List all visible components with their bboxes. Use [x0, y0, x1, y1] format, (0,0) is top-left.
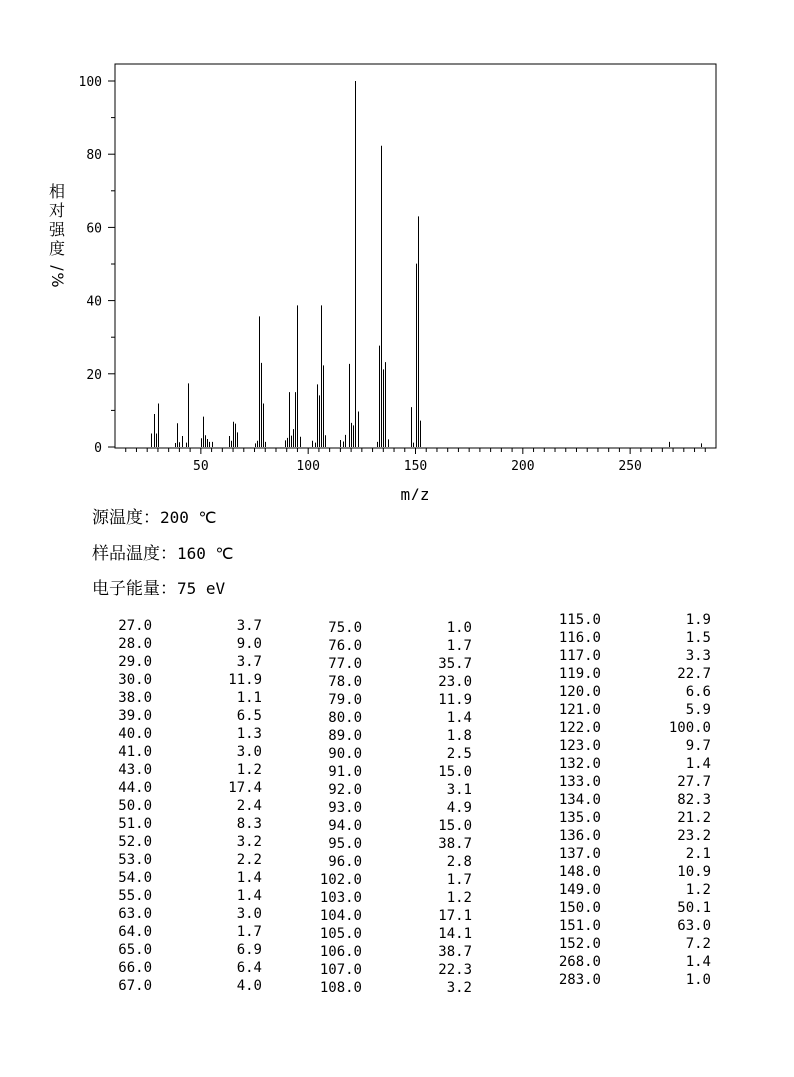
- peak-intensity: 2.8: [446, 854, 472, 870]
- peak-intensity: 1.1: [236, 690, 262, 706]
- peak-table-row: [112, 815, 262, 833]
- sample-temperature: [92, 539, 234, 564]
- peak-table-row: [558, 773, 711, 791]
- peak-intensity: 1.8: [446, 728, 472, 744]
- peak-table-row: [319, 871, 472, 889]
- peak-mz: 93.0: [328, 800, 362, 816]
- peak-intensity: 21.2: [677, 810, 711, 826]
- peak-table-row: [112, 725, 262, 743]
- peak-table-column-2: [319, 619, 472, 997]
- peak-intensity: 8.3: [236, 816, 262, 832]
- y-axis-label-char: %: [48, 272, 67, 288]
- peak-intensity: 2.2: [236, 852, 262, 868]
- peak-table-row: [112, 707, 262, 725]
- peak-table-row: [322, 727, 472, 745]
- peak-table-row: [319, 889, 472, 907]
- peak-intensity: 1.0: [446, 620, 472, 636]
- peak-intensity: 22.3: [438, 962, 472, 978]
- y-axis-label-char: 对: [48, 201, 66, 220]
- x-tick-label: 100: [296, 459, 320, 474]
- peak-intensity: 6.9: [236, 942, 262, 958]
- peak-table-row: [558, 611, 711, 629]
- peak-mz: 67.0: [118, 978, 152, 994]
- peak-mz: 79.0: [328, 692, 362, 708]
- peak-table-row: [112, 689, 262, 707]
- peak-mz: 52.0: [118, 834, 152, 850]
- peak-intensity: 1.9: [685, 612, 711, 628]
- peak-mz: 27.0: [118, 618, 152, 634]
- source-temperature-value: 200 ℃: [160, 508, 217, 527]
- peak-intensity: 1.4: [236, 888, 262, 904]
- peak-intensity: 3.1: [446, 782, 472, 798]
- peak-table-row: [112, 905, 262, 923]
- peak-intensity: 17.4: [228, 780, 262, 796]
- peak-intensity: 3.3: [685, 648, 711, 664]
- peak-mz: 90.0: [328, 746, 362, 762]
- peak-mz: 121.0: [558, 702, 601, 718]
- peak-table-row: [322, 637, 472, 655]
- peak-intensity: 3.7: [236, 618, 262, 634]
- peak-intensity: 1.2: [446, 890, 472, 906]
- peak-table-row: [112, 923, 262, 941]
- peak-table-row: [322, 619, 472, 637]
- y-tick-label: 100: [78, 75, 102, 90]
- y-axis-label-char: 强: [48, 220, 66, 239]
- peak-table-row: [322, 691, 472, 709]
- mass-spectrum-chart: [0, 0, 794, 500]
- peak-mz: 41.0: [118, 744, 152, 760]
- peak-intensity: 100.0: [668, 720, 711, 736]
- peak-mz: 77.0: [328, 656, 362, 672]
- peak-mz: 151.0: [558, 918, 601, 934]
- peak-mz: 150.0: [558, 900, 601, 916]
- peak-intensity: 38.7: [438, 836, 472, 852]
- peak-table-row: [112, 635, 262, 653]
- y-tick-label: 60: [86, 221, 102, 237]
- peak-mz: 149.0: [558, 882, 601, 898]
- peak-table-row: [558, 899, 711, 917]
- peak-mz: 119.0: [558, 666, 601, 682]
- peak-mz: 54.0: [118, 870, 152, 886]
- peak-mz: 268.0: [558, 954, 601, 970]
- peak-intensity: 2.4: [236, 798, 262, 814]
- peak-mz: 65.0: [118, 942, 152, 958]
- source-temperature: [92, 503, 217, 528]
- peak-intensity: 82.3: [677, 792, 711, 808]
- peak-intensity: 3.2: [446, 980, 472, 996]
- peak-table-row: [558, 971, 711, 989]
- peak-mz: 40.0: [118, 726, 152, 742]
- peak-mz: 78.0: [328, 674, 362, 690]
- peak-intensity: 1.4: [446, 710, 472, 726]
- peak-mz: 92.0: [328, 782, 362, 798]
- peak-intensity: 15.0: [438, 818, 472, 834]
- peak-table-row: [558, 881, 711, 899]
- x-tick-label: 50: [193, 459, 209, 474]
- peak-intensity: 9.0: [236, 636, 262, 652]
- y-axis-label-char: 度: [48, 239, 66, 258]
- peak-intensity: 1.4: [685, 954, 711, 970]
- peak-intensity: 1.0: [685, 972, 711, 988]
- peak-table-row: [558, 917, 711, 935]
- peak-intensity: 6.6: [685, 684, 711, 700]
- peak-mz: 63.0: [118, 906, 152, 922]
- peak-mz: 105.0: [319, 926, 362, 942]
- y-tick-label: 20: [86, 367, 102, 383]
- y-axis-label-char: /: [48, 265, 67, 271]
- peak-table-row: [112, 887, 262, 905]
- peak-intensity: 1.5: [685, 630, 711, 646]
- peak-mz: 152.0: [558, 936, 601, 952]
- peak-intensity: 63.0: [677, 918, 711, 934]
- peak-table-row: [558, 809, 711, 827]
- peak-table-row: [322, 709, 472, 727]
- peak-mz: 43.0: [118, 762, 152, 778]
- peak-mz: 76.0: [328, 638, 362, 654]
- peak-table-row: [558, 665, 711, 683]
- peak-mz: 132.0: [558, 756, 601, 772]
- peak-table-row: [112, 941, 262, 959]
- peak-mz: 29.0: [118, 654, 152, 670]
- peak-table-row: [112, 671, 262, 689]
- peak-table-row: [322, 655, 472, 673]
- peak-mz: 96.0: [328, 854, 362, 870]
- peak-intensity: 27.7: [677, 774, 711, 790]
- peak-mz: 28.0: [118, 636, 152, 652]
- peak-table-row: [319, 925, 472, 943]
- peak-mz: 107.0: [319, 962, 362, 978]
- peak-mz: 120.0: [558, 684, 601, 700]
- peak-mz: 75.0: [328, 620, 362, 636]
- peak-intensity: 22.7: [677, 666, 711, 682]
- peak-table-row: [558, 647, 711, 665]
- peak-mz: 64.0: [118, 924, 152, 940]
- peak-table-row: [558, 683, 711, 701]
- peak-table-row: [319, 979, 472, 997]
- peak-intensity: 10.9: [677, 864, 711, 880]
- x-tick-label: 250: [618, 459, 642, 474]
- peak-table-row: [558, 737, 711, 755]
- peak-intensity: 2.1: [685, 846, 711, 862]
- peak-mz: 106.0: [319, 944, 362, 960]
- peak-mz: 50.0: [118, 798, 152, 814]
- y-tick-label: 0: [94, 441, 102, 456]
- peak-intensity: 14.1: [438, 926, 472, 942]
- peak-mz: 115.0: [558, 612, 601, 628]
- peak-mz: 134.0: [558, 792, 601, 808]
- plot-frame: [115, 64, 716, 448]
- peak-table-column-1: [112, 617, 262, 995]
- peak-mz: 103.0: [319, 890, 362, 906]
- peak-intensity: 15.0: [438, 764, 472, 780]
- peak-mz: 44.0: [118, 780, 152, 796]
- y-axis-label: [48, 182, 67, 288]
- peak-table-row: [319, 907, 472, 925]
- peak-table-row: [322, 763, 472, 781]
- peak-intensity: 38.7: [438, 944, 472, 960]
- peak-intensity: 11.9: [228, 672, 262, 688]
- peak-table-row: [112, 869, 262, 887]
- peak-mz: 123.0: [558, 738, 601, 754]
- peak-table-row: [112, 743, 262, 761]
- peak-mz: 104.0: [319, 908, 362, 924]
- peak-intensity: 1.4: [236, 870, 262, 886]
- peak-intensity: 1.4: [685, 756, 711, 772]
- peak-intensity: 35.7: [438, 656, 472, 672]
- peak-mz: 108.0: [319, 980, 362, 996]
- peak-table-row: [112, 977, 262, 995]
- peak-intensity: 17.1: [438, 908, 472, 924]
- y-tick-label: 80: [86, 148, 102, 164]
- peak-mz: 133.0: [558, 774, 601, 790]
- axes: [79, 75, 706, 474]
- sample-temperature-label: 样品温度：: [92, 544, 177, 564]
- peak-mz: 117.0: [558, 648, 601, 664]
- peak-table-row: [558, 755, 711, 773]
- peak-table-row: [112, 797, 262, 815]
- peak-table-row: [322, 835, 472, 853]
- peak-table-row: [558, 863, 711, 881]
- peak-intensity: 23.0: [438, 674, 472, 690]
- peak-intensity: 9.7: [685, 738, 711, 754]
- x-tick-label: 150: [403, 459, 428, 474]
- peak-intensity: 23.2: [677, 828, 711, 844]
- peak-mz: 116.0: [558, 630, 601, 646]
- peak-table-row: [558, 791, 711, 809]
- peak-table-row: [112, 779, 262, 797]
- peak-table-row: [322, 673, 472, 691]
- peak-table-row: [322, 799, 472, 817]
- peak-table-row: [322, 817, 472, 835]
- peak-intensity: 3.0: [236, 906, 262, 922]
- peak-intensity: 3.7: [236, 654, 262, 670]
- y-axis-label-char: 相: [48, 182, 66, 201]
- peak-intensity: 1.2: [236, 762, 262, 778]
- peak-table-row: [112, 761, 262, 779]
- peak-intensity: 4.0: [236, 978, 262, 994]
- peak-mz: 53.0: [118, 852, 152, 868]
- peak-mz: 137.0: [558, 846, 601, 862]
- peak-mz: 148.0: [558, 864, 601, 880]
- peak-table-row: [112, 653, 262, 671]
- peak-mz: 91.0: [328, 764, 362, 780]
- peak-intensity: 3.2: [236, 834, 262, 850]
- peak-mz: 55.0: [118, 888, 152, 904]
- electron-energy-value: 75 eV: [177, 579, 226, 598]
- source-temperature-label: 源温度：: [92, 508, 160, 528]
- peak-mz: 95.0: [328, 836, 362, 852]
- peak-mz: 122.0: [558, 720, 601, 736]
- peak-table-row: [319, 961, 472, 979]
- peak-intensity: 3.0: [236, 744, 262, 760]
- peak-intensity: 50.1: [677, 900, 711, 916]
- peak-table-row: [558, 827, 711, 845]
- x-tick-label: 200: [511, 459, 535, 474]
- peak-bars: [152, 81, 702, 447]
- y-tick-label: 40: [86, 294, 102, 310]
- peak-table-row: [112, 617, 262, 635]
- peak-mz: 80.0: [328, 710, 362, 726]
- peak-intensity: 6.4: [236, 960, 262, 976]
- peak-intensity: 6.5: [236, 708, 262, 724]
- peak-intensity: 4.9: [446, 800, 472, 816]
- peak-intensity: 11.9: [438, 692, 472, 708]
- peak-mz: 38.0: [118, 690, 152, 706]
- sample-temperature-value: 160 ℃: [177, 544, 234, 563]
- peak-table-row: [112, 833, 262, 851]
- peak-mz: 135.0: [558, 810, 601, 826]
- peak-mz: 136.0: [558, 828, 601, 844]
- peak-mz: 102.0: [319, 872, 362, 888]
- peak-intensity: 1.2: [685, 882, 711, 898]
- peak-mz: 66.0: [118, 960, 152, 976]
- peak-mz: 30.0: [118, 672, 152, 688]
- peak-table-row: [322, 853, 472, 871]
- peak-table-column-3: [558, 611, 711, 989]
- peak-intensity: 2.5: [446, 746, 472, 762]
- peak-mz: 39.0: [118, 708, 152, 724]
- peak-mz: 89.0: [328, 728, 362, 744]
- peak-table-row: [558, 701, 711, 719]
- peak-mz: 94.0: [328, 818, 362, 834]
- peak-table-row: [558, 935, 711, 953]
- peak-intensity: 1.3: [236, 726, 262, 742]
- peak-table-row: [112, 959, 262, 977]
- electron-energy: [92, 574, 225, 599]
- peak-table-row: [319, 943, 472, 961]
- peak-intensity: 1.7: [446, 638, 472, 654]
- peak-intensity: 1.7: [446, 872, 472, 888]
- peak-intensity: 7.2: [685, 936, 711, 952]
- peak-mz: 283.0: [558, 972, 601, 988]
- peak-intensity: 5.9: [685, 702, 711, 718]
- peak-table-row: [322, 745, 472, 763]
- peak-table-row: [112, 851, 262, 869]
- peak-table-row: [558, 629, 711, 647]
- peak-table-row: [558, 953, 711, 971]
- peak-intensity: 1.7: [236, 924, 262, 940]
- peak-table-row: [322, 781, 472, 799]
- peak-table-row: [558, 719, 711, 737]
- electron-energy-label: 电子能量：: [92, 579, 177, 599]
- peak-table-row: [558, 845, 711, 863]
- peak-mz: 51.0: [118, 816, 152, 832]
- x-axis-label: m/z: [400, 485, 430, 500]
